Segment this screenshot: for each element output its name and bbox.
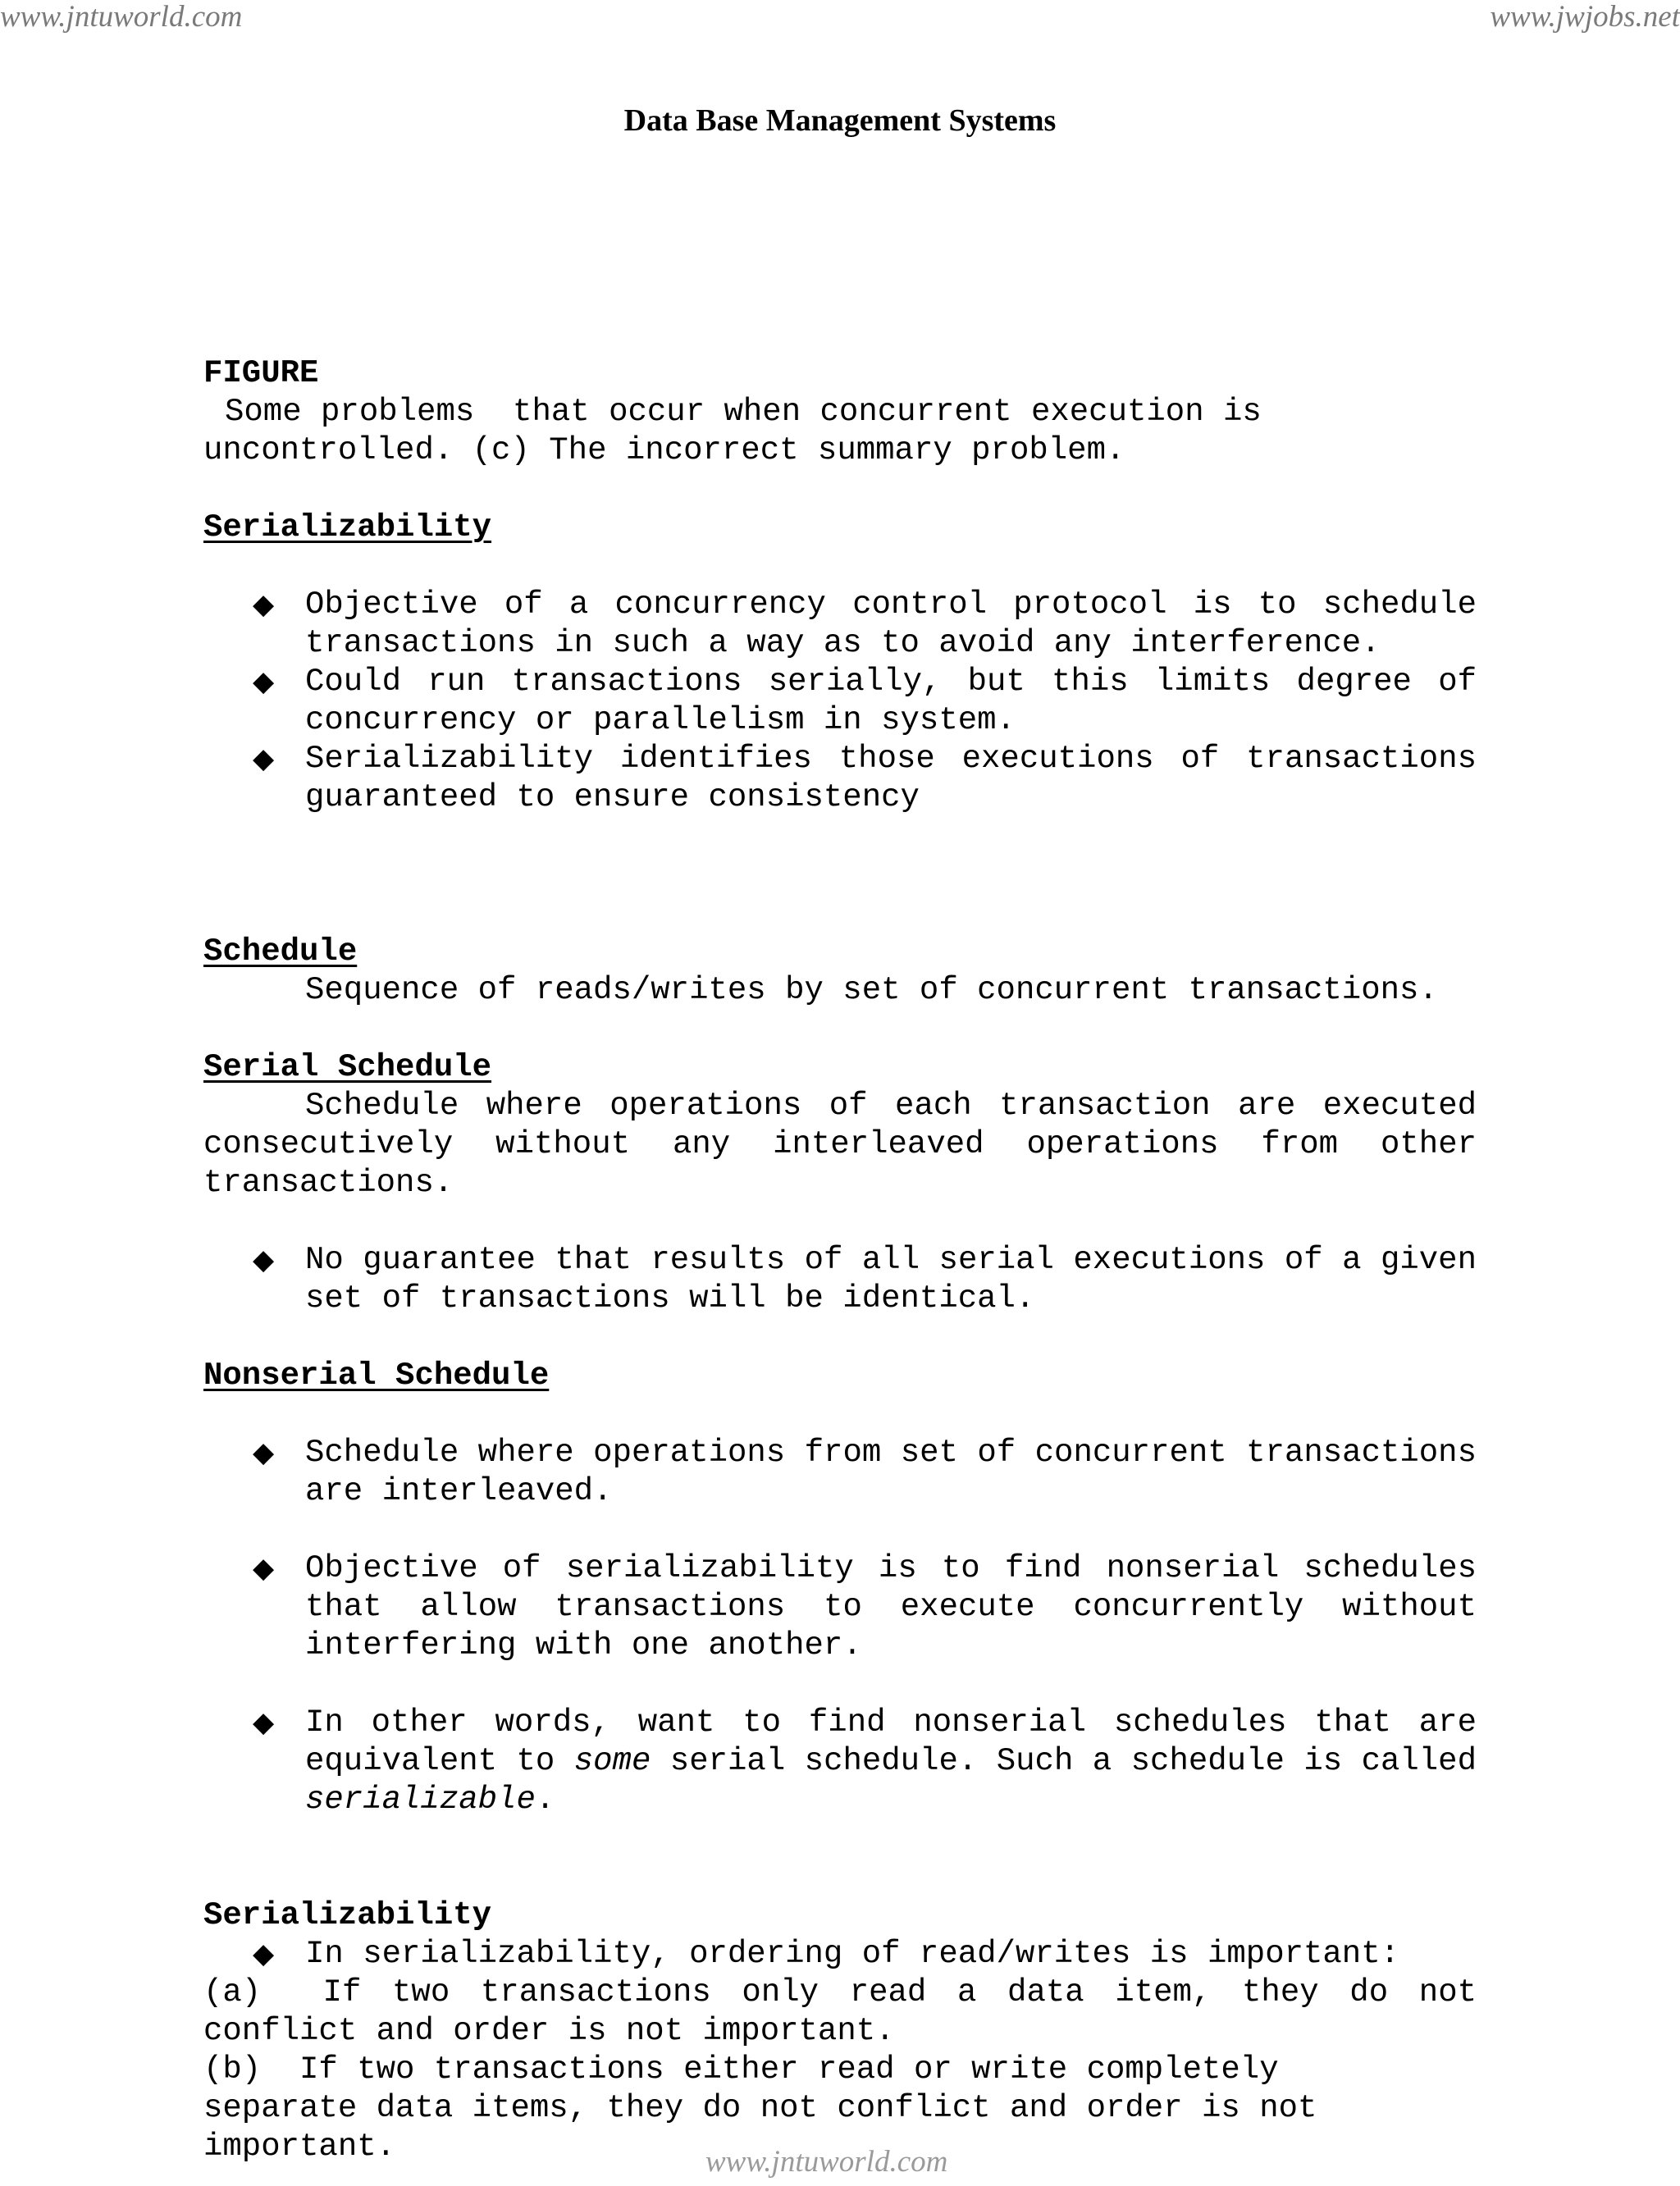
serial-schedule-definition: Schedule where operations of each transaction are executed consecutively without any interleaved operations from other transactions.: [203, 1088, 1477, 1201]
nonserial-schedule-bullet-list: [203, 1434, 1477, 1819]
rule-item-a: (a) If two transactions only read a data item, they do not conflict and order is not important.: [203, 1974, 1496, 2049]
diamond-bullet-icon: ◆: [253, 665, 275, 698]
document-body: [203, 354, 1496, 2166]
section-heading-serial-schedule: Serial Schedule: [203, 1049, 492, 1085]
diamond-bullet-icon: ◆: [253, 1552, 275, 1585]
list-item: ◆ In other words, want to find nonserial schedules that are equivalent to some serial schedule. Such a schedule is called serializable.: [253, 1705, 1477, 1818]
diamond-bullet-icon: ◆: [253, 588, 275, 621]
serializability-bullet-list: [203, 586, 1477, 817]
watermark-bottom: www.jntuworld.com: [705, 2145, 948, 2179]
list-item: ◆ Could run transactions serially, but this limits degree of concurrency or parallelism in system.: [253, 664, 1477, 738]
list-item: ◆ Objective of a concurrency control protocol is to schedule transactions in such a way as to avoid any interference.: [253, 586, 1477, 661]
document-title: Data Base Management Systems: [623, 103, 1057, 138]
list-item: ◆ Serializability identifies those executions of transactions guaranteed to ensure consistency: [253, 741, 1477, 815]
section-heading-schedule: Schedule: [203, 933, 358, 970]
section-heading-nonserial-schedule: Nonserial Schedule: [203, 1358, 550, 1394]
list-item: ◆ In serializability, ordering of read/writes is important:: [253, 1936, 1400, 1972]
rule-item-b-line-2: separate data items, they do not conflict and order is not: [203, 2090, 1317, 2126]
figure-caption-line-2: uncontrolled. (c) The incorrect summary problem.: [203, 432, 1125, 468]
section-heading-serializability-2: Serializability: [203, 1897, 492, 1933]
diamond-bullet-icon: ◆: [253, 1436, 275, 1469]
schedule-definition: Sequence of reads/writes by set of concurrent transactions.: [305, 972, 1438, 1008]
diamond-bullet-icon: ◆: [253, 1244, 275, 1276]
serial-schedule-bullet-list: [203, 1241, 1477, 1318]
watermark-top-left: www.jntuworld.com: [0, 0, 243, 34]
diamond-bullet-icon: ◆: [253, 1706, 275, 1739]
rule-item-b-line-3: important.: [203, 2129, 396, 2165]
serializability-2-bullet-list: [203, 1935, 1477, 1974]
list-item: ◆ Schedule where operations from set of concurrent transactions are interleaved.: [253, 1435, 1477, 1509]
watermark-top-right: www.jwjobs.net: [1490, 0, 1680, 34]
list-item: ◆ Objective of serializability is to find nonserial schedules that allow transactions to execute concurrently without interfering with one another.: [253, 1550, 1477, 1663]
figure-caption-line-1: Some problems that occur when concurrent execution is: [225, 394, 1262, 430]
figure-label: FIGURE: [203, 355, 319, 391]
section-heading-serializability: Serializability: [203, 509, 492, 545]
diamond-bullet-icon: ◆: [253, 742, 275, 775]
list-item: ◆ No guarantee that results of all serial executions of a given set of transactions will be identical.: [253, 1242, 1477, 1317]
diamond-bullet-icon: ◆: [253, 1937, 275, 1970]
rule-item-b-line-1: (b) If two transactions either read or write completely: [203, 2051, 1279, 2088]
